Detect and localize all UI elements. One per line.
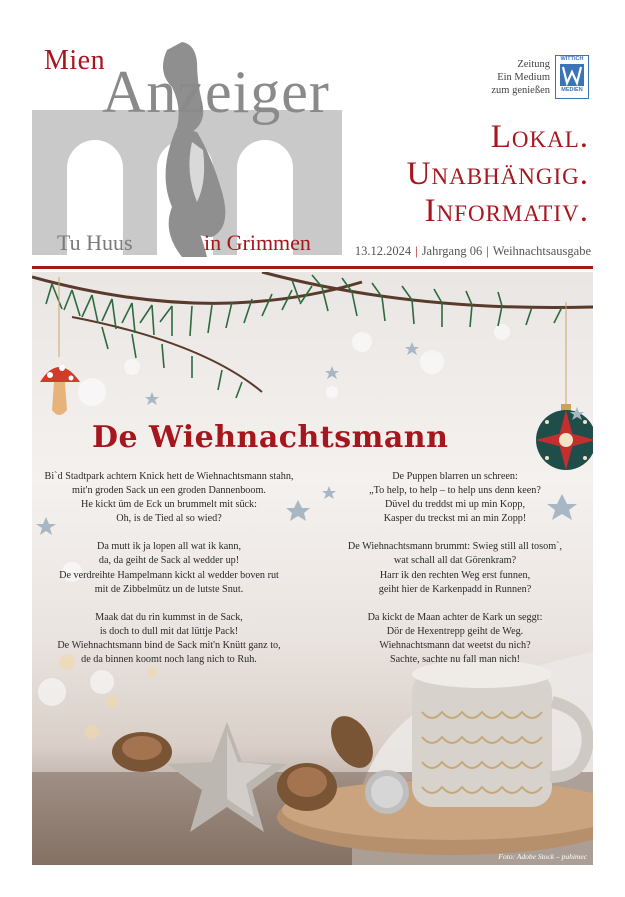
slogan-lokal: Lokal. bbox=[490, 119, 589, 155]
poem-stanza bbox=[320, 540, 590, 596]
poem-line: He kickt üm de Eck un brummelt mit sück: bbox=[81, 499, 257, 511]
publisher-tagline bbox=[480, 58, 550, 97]
poem-line: Harr ik den rechten Weg erst funnen, bbox=[379, 569, 531, 581]
slogan-informativ: Informativ. bbox=[424, 193, 589, 229]
publisher-logo-mark-icon bbox=[560, 64, 584, 86]
publisher-logo-bottom: MEDIEN bbox=[561, 87, 583, 93]
publisher-tagline-line: Zeitung bbox=[517, 59, 550, 70]
issue-separator: | bbox=[486, 244, 489, 258]
publisher-logo-top: WITTICH bbox=[560, 56, 584, 62]
logo-in-grimmen: in Grimmen bbox=[204, 230, 311, 255]
poem-line: Wiehnachtsmann dat weetst du nich? bbox=[379, 639, 531, 651]
cover-image bbox=[32, 272, 593, 865]
poem-line: de da binnen koomt noch lang nich to Ruh. bbox=[81, 654, 257, 666]
logo-tu-huus: Tu Huus bbox=[57, 230, 133, 255]
publisher-logo bbox=[555, 55, 589, 99]
poem-line: da, da geiht de Sack al wedder up! bbox=[98, 555, 240, 567]
poem-line: De Wiehnachtsmann bind de Sack mit'n Knütt ganz to, bbox=[57, 639, 281, 651]
poem-line: Düvel du treddst mi up min Kopp, bbox=[384, 499, 526, 511]
poem-line: is doch to dull mit dat lüttje Pack! bbox=[99, 625, 239, 637]
masthead-divider bbox=[32, 266, 593, 269]
poem-stanza bbox=[34, 540, 304, 596]
poem-line: De Wiehnachtsmann brummt: Swieg still all tosom`, bbox=[347, 541, 563, 553]
photo-credit: Foto: Adobe Stock – puhimec bbox=[498, 852, 587, 861]
poem-line: wat schall all dat Görenkram? bbox=[393, 555, 517, 567]
poem-line: Sachte, sachte nu fall man nich! bbox=[389, 654, 521, 666]
issue-separator: | bbox=[415, 244, 418, 258]
poem-stanza bbox=[320, 611, 590, 667]
poem-column-right bbox=[320, 470, 590, 681]
logo-mien: Mien bbox=[44, 45, 106, 76]
issue-edition: Weihnachtsausgabe bbox=[492, 244, 591, 258]
poem-stanza bbox=[34, 470, 304, 526]
article-title: De Wiehnachtsmann bbox=[92, 420, 449, 455]
poem-column-left bbox=[34, 470, 304, 681]
issue-date: 13.12.2024 bbox=[354, 244, 412, 258]
poem-stanza bbox=[34, 611, 304, 667]
publisher-tagline-line: zum genießen bbox=[491, 85, 550, 96]
poem-line: mit de Zibbelmütz un de lutste Snut. bbox=[94, 583, 244, 595]
poem-line: Bi`d Stadtpark achtern Knick hett de Wiehnachtsmann stahn, bbox=[44, 471, 294, 482]
poem-line: De verdreihte Hampelmann kickt al wedder boven rut bbox=[59, 569, 279, 581]
poem-line: geiht hier de Karkenpadd in Runnen? bbox=[378, 583, 532, 595]
poem-line: Maak dat du rin kummst in de Sack, bbox=[95, 611, 243, 623]
poem-line: Da kickt de Maan achter de Kark un seggt: bbox=[367, 611, 543, 623]
mushroom-ornament-icon bbox=[40, 365, 80, 415]
poem-line: Dör de Hexentrepp geiht de Weg. bbox=[386, 625, 524, 637]
publisher-tagline-line: Ein Medium bbox=[497, 72, 550, 83]
poem-line: Da mutt ik ja lopen all wat ik kann, bbox=[96, 541, 241, 553]
masthead-logo bbox=[32, 40, 342, 255]
poem-line: Oh, is de Tied al so wied? bbox=[116, 513, 222, 525]
slogan-unabhaengig: Unabhängig. bbox=[406, 156, 589, 192]
poem-stanza bbox=[320, 470, 590, 526]
issue-volume: Jahrgang 06 bbox=[421, 244, 483, 258]
poem-line: „To help, to help – to help uns denn keen? bbox=[369, 485, 541, 497]
bauble-ornament-icon bbox=[536, 404, 593, 470]
issue-info bbox=[355, 244, 591, 259]
poem-line: Kasper du treckst mi an min Zopp! bbox=[383, 513, 527, 525]
poem-line: De Puppen blarren un schreen: bbox=[392, 471, 518, 482]
logo-anzeiger: Anzeiger bbox=[102, 59, 330, 125]
poem-line: mit'n groden Sack un een groden Dannenboom. bbox=[72, 485, 266, 497]
